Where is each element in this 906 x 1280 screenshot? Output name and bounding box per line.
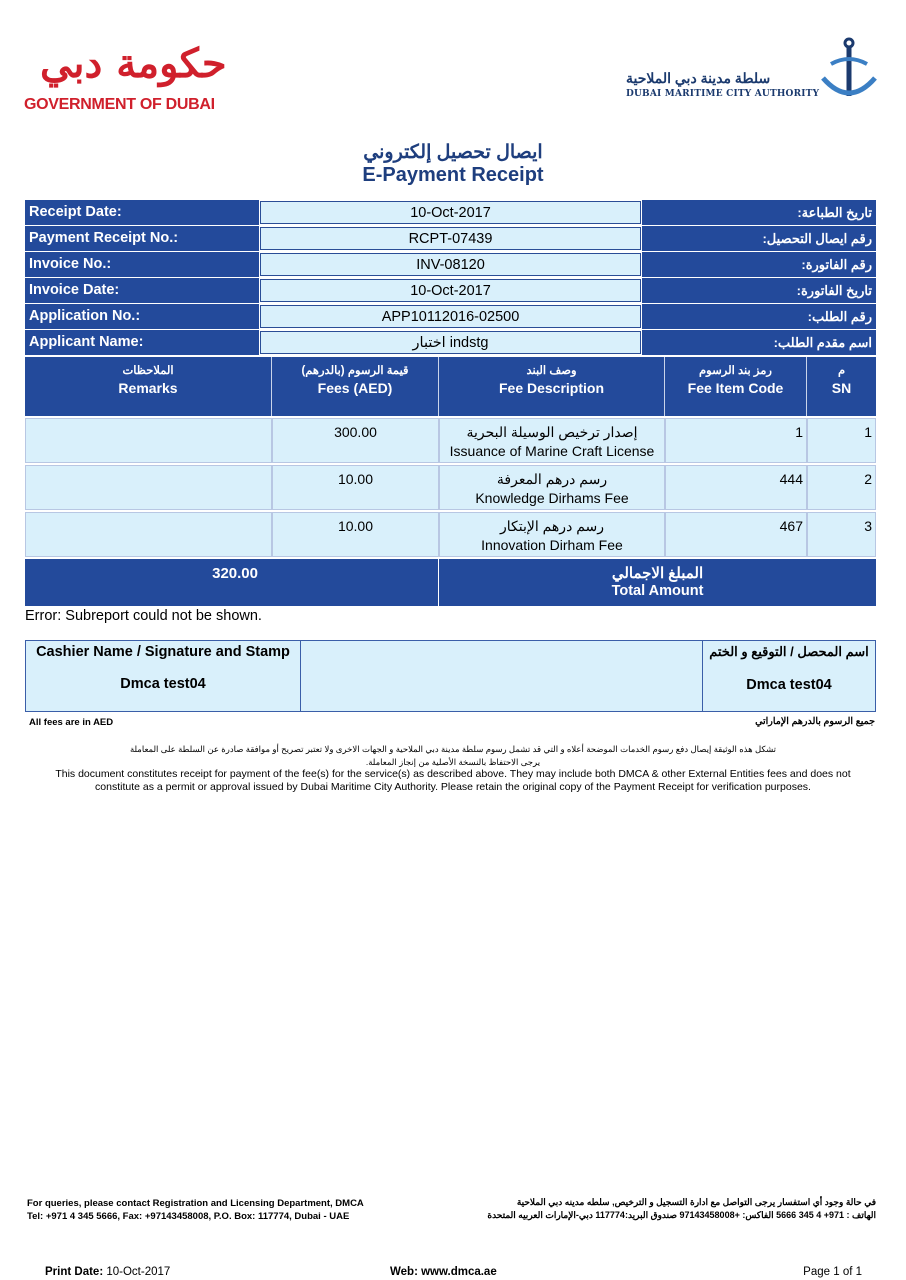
info-row-invoice-date bbox=[25, 278, 876, 304]
footer-contact-english-1: For queries, please contact Registration and Licensing Department, DMCA bbox=[27, 1198, 364, 1209]
subreport-error-text: Error: Subreport could not be shown. bbox=[25, 608, 262, 624]
info-label-arabic: تاريخ الفاتورة: bbox=[642, 278, 876, 303]
info-label: Applicant Name: bbox=[25, 330, 259, 355]
cell-description bbox=[439, 512, 665, 557]
disclaimer-arabic-line-2: يرجى الاحتفاظ بالنسخة الأصلية من إنجاز المعاملة. bbox=[365, 757, 541, 767]
info-value: RCPT-07439 bbox=[260, 227, 641, 250]
description-arabic: إصدار ترخيص الوسيلة البحرية bbox=[466, 424, 638, 440]
info-value: اختبار indstg bbox=[260, 331, 641, 354]
info-label: Payment Receipt No.: bbox=[25, 226, 259, 251]
total-row bbox=[25, 559, 876, 606]
print-date-value: 10-Oct-2017 bbox=[106, 1266, 171, 1278]
cell-fee-item-code: 444 bbox=[665, 465, 807, 510]
header-description-english: Fee Description bbox=[498, 380, 605, 396]
receipt-title-arabic: ايصال تحصيل إلكتروني bbox=[363, 142, 543, 163]
info-label-arabic: تاريخ الطباعة: bbox=[642, 200, 876, 225]
fees-table bbox=[25, 357, 876, 606]
footer-contact-arabic-2: الهاتف : 971+ 4 345 5666 الفاكس: +97143458008 صندوق البريد:117774 دبي-الإمارات العربيه المتحدة bbox=[487, 1210, 876, 1220]
info-label-arabic: رقم الفاتورة: bbox=[642, 252, 876, 277]
dmca-logo-arabic: سلطة مدينة دبي الملاحية bbox=[626, 70, 771, 86]
anchor-icon bbox=[813, 34, 885, 106]
cashier-label-english: Cashier Name / Signature and Stamp bbox=[36, 644, 290, 660]
header-code-english: Fee Item Code bbox=[687, 380, 784, 396]
header-code-arabic: رمز بند الرسوم bbox=[699, 365, 772, 377]
cashier-name-arabic-side: Dmca test04 bbox=[746, 677, 832, 693]
cell-sn: 1 bbox=[807, 418, 876, 463]
cell-fee-item-code: 1 bbox=[665, 418, 807, 463]
header-remarks bbox=[25, 357, 272, 416]
info-row-application-no bbox=[25, 304, 876, 330]
government-logo-english: GOVERNMENT OF DUBAI bbox=[24, 96, 215, 113]
header-fee-item-code bbox=[665, 357, 807, 416]
info-label: Application No.: bbox=[25, 304, 259, 329]
disclaimer-arabic-line-1: تشكل هذه الوثيقة إيصال دفع رسوم الخدمات الموضحة أعلاه و التي قد تشمل رسوم سلطة مدينة دبي الملاحية و الجهات الاخرى ولا تعتبر تصريح أو موافقة صادرة عن السلطة على المعاملة bbox=[129, 744, 777, 754]
footer-contact-english-2: Tel: +971 4 345 5666, Fax: +97143458008, P.O. Box: 117774, Dubai - UAE bbox=[27, 1211, 350, 1222]
dmca-logo bbox=[610, 34, 885, 106]
total-amount-label bbox=[439, 559, 876, 606]
table-row bbox=[25, 418, 876, 464]
fees-currency-note: All fees are in AED bbox=[29, 717, 114, 728]
signature-stamp-area bbox=[302, 641, 702, 711]
fees-currency-note-arabic: جميع الرسوم بالدرهم الإماراتي bbox=[755, 716, 875, 727]
print-date bbox=[45, 1266, 170, 1278]
cashier-left bbox=[26, 641, 301, 711]
info-row-receipt-date bbox=[25, 200, 876, 226]
header-sn bbox=[807, 357, 876, 416]
cell-fee-item-code: 467 bbox=[665, 512, 807, 557]
receipt-title: E-Payment Receipt bbox=[362, 164, 544, 186]
receipt-info-table bbox=[25, 200, 876, 356]
header-sn-arabic: م bbox=[837, 365, 846, 377]
info-row-payment-receipt-no bbox=[25, 226, 876, 252]
dmca-logo-english: DUBAI MARITIME CITY AUTHORITY bbox=[626, 89, 820, 99]
info-value: 10-Oct-2017 bbox=[260, 279, 641, 302]
header-description bbox=[439, 357, 665, 416]
disclaimer-english: This document constitutes receipt for payment of the fee(s) for the service(s) as described above. They may include both DMCA & other External Entities fees and does not constitute as a permit or approval issued by Dubai Maritime City Authority. Please retain the original copy of the Payment Receipt for verification purposes. bbox=[55, 768, 851, 793]
header-sn-english: SN bbox=[831, 380, 852, 396]
info-label: Receipt Date: bbox=[25, 200, 259, 225]
total-label-english: Total Amount bbox=[611, 583, 704, 599]
info-label-arabic: اسم مقدم الطلب: bbox=[642, 330, 876, 355]
cashier-right bbox=[702, 641, 875, 711]
description-english: Knowledge Dirhams Fee bbox=[475, 490, 629, 506]
description-english: Innovation Dirham Fee bbox=[481, 537, 623, 553]
cell-fee: 10.00 bbox=[272, 465, 439, 510]
header-fees-arabic: قيمة الرسوم (بالدرهم) bbox=[301, 365, 409, 377]
fees-table-header bbox=[25, 357, 876, 416]
table-row bbox=[25, 512, 876, 558]
government-logo-arabic: حكومة دبي bbox=[40, 40, 227, 87]
header-description-arabic: وصف البند bbox=[526, 365, 577, 377]
cell-description bbox=[439, 465, 665, 510]
footer-contact-arabic-1: في حالة وجود أي استفسار يرجى التواصل مع ادارة التسجيل و الترخيص, سلطه مدينه دبي الملاحية bbox=[516, 1197, 876, 1207]
info-label: Invoice No.: bbox=[25, 252, 259, 277]
description-arabic: رسم درهم المعرفة bbox=[496, 471, 608, 487]
cell-remarks bbox=[25, 418, 272, 463]
cell-sn: 2 bbox=[807, 465, 876, 510]
cashier-signature-box bbox=[25, 640, 876, 712]
government-of-dubai-logo bbox=[22, 38, 242, 118]
description-english: Issuance of Marine Craft License bbox=[449, 443, 655, 459]
info-label-arabic: رقم الطلب: bbox=[642, 304, 876, 329]
total-label-arabic: المبلغ الاجمالي bbox=[611, 565, 704, 582]
description-arabic: رسم درهم الإبتكار bbox=[499, 518, 605, 534]
cashier-label-arabic: اسم المحصل / التوقيع و الختم bbox=[709, 644, 869, 659]
website-link[interactable]: Web: www.dmca.ae bbox=[390, 1266, 497, 1278]
cell-remarks bbox=[25, 465, 272, 510]
cashier-name: Dmca test04 bbox=[120, 676, 206, 692]
page-number: Page 1 of 1 bbox=[803, 1266, 862, 1278]
header-remarks-english: Remarks bbox=[118, 380, 178, 396]
info-label: Invoice Date: bbox=[25, 278, 259, 303]
cell-sn: 3 bbox=[807, 512, 876, 557]
print-date-label: Print Date: bbox=[45, 1266, 104, 1278]
info-value: 10-Oct-2017 bbox=[260, 201, 641, 224]
info-label-arabic: رقم ايصال التحصيل: bbox=[642, 226, 876, 251]
header-fees bbox=[272, 357, 439, 416]
info-value: APP10112016-02500 bbox=[260, 305, 641, 328]
info-row-applicant-name bbox=[25, 330, 876, 356]
header-fees-english: Fees (AED) bbox=[317, 380, 393, 396]
cell-remarks bbox=[25, 512, 272, 557]
cell-fee: 300.00 bbox=[272, 418, 439, 463]
info-row-invoice-no bbox=[25, 252, 876, 278]
header-remarks-arabic: الملاحظات bbox=[122, 365, 174, 377]
table-row bbox=[25, 465, 876, 511]
cell-description bbox=[439, 418, 665, 463]
info-value: INV-08120 bbox=[260, 253, 641, 276]
cell-fee: 10.00 bbox=[272, 512, 439, 557]
total-amount-value: 320.00 bbox=[25, 559, 438, 606]
